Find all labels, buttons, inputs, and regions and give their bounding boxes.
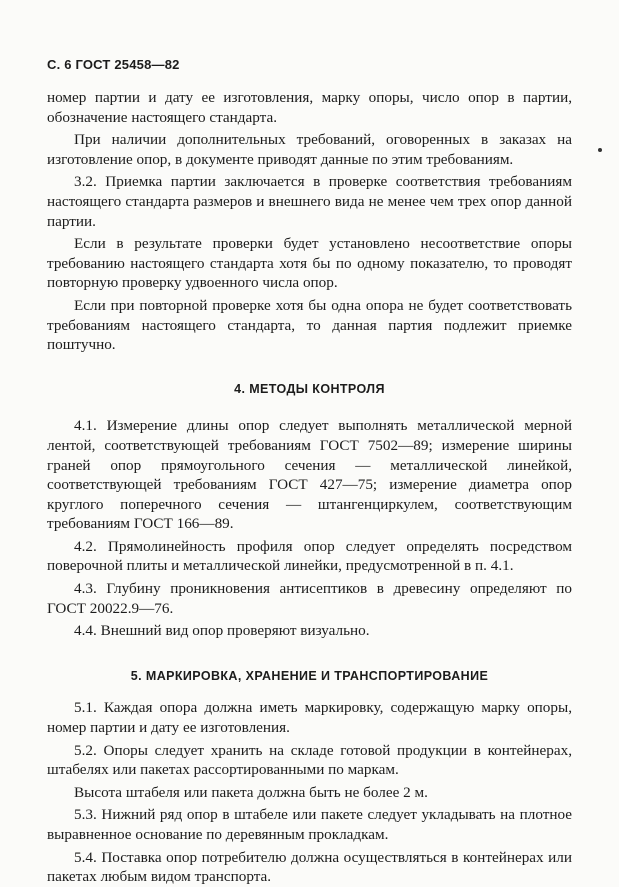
paragraph: 4.3. Глубину проникновения антисептиков в древесину определяют по ГОСТ 20022.9—76. bbox=[47, 580, 572, 617]
paragraph: 4.4. Внешний вид опор проверяют визуально. bbox=[74, 622, 370, 640]
paragraph: Если в результате проверки будет установлено несоответствие опоры требованию настоящего стандарта хотя бы по одному показателю, то проводят повторную проверку удвоенного числа опор. bbox=[47, 235, 572, 292]
section-heading: 5. МАРКИРОВКА, ХРАНЕНИЕ И ТРАНСПОРТИРОВАНИЕ bbox=[130, 668, 489, 683]
paragraph: 5.2. Опоры следует хранить на складе готовой продукции в контейнерах, штабелях или пакетах рассортированными по маркам. bbox=[47, 741, 572, 779]
section-heading: 4. МЕТОДЫ КОНТРОЛЯ bbox=[234, 381, 385, 396]
paragraph: Высота штабеля или пакета должна быть не более 2 м. bbox=[74, 783, 428, 801]
paragraph: 4.2. Прямолинейность профиля опор следует определять посредством поверочной плиты и металлической линейки, предусмотренной в п. 4.1. bbox=[47, 537, 572, 575]
paragraph: 5.1. Каждая опора должна иметь маркировку, содержащую марку опоры, номер партии и дату ее изготовления. bbox=[47, 699, 572, 737]
paragraph: 5.4. Поставка опор потребителю должна осуществляться в контейнерах или пакетах любым видом транспорта. bbox=[47, 848, 572, 886]
paragraph: Если при повторной проверке хотя бы одна опора не будет соответствовать требованиям настоящего стандарта, то данная партия подлежит приемке поштучно. bbox=[47, 296, 572, 354]
scan-speck bbox=[598, 148, 602, 152]
document-body bbox=[47, 88, 572, 887]
paragraph: 5.3. Нижний ряд опор в штабеле или пакете следует укладывать на плотное выравненное основание по деревянным прокладкам. bbox=[47, 806, 572, 843]
paragraph: номер партии и дату ее изготовления, марку опоры, число опор в партии, обозначение настоящего стандарта. bbox=[47, 89, 572, 126]
paragraph: 4.1. Измерение длины опор следует выполнять металлической мерной лентой, соответствующей требованиям ГОСТ 7502—89; измерение ширины граней опор прямоугольного сечения — металлической линейкой, соответствующей требованиям ГОСТ 427—75; измерение диаметра опор круглого поперечного сечения — штангенциркулем, соответствующим требованиям ГОСТ 166—89. bbox=[47, 417, 572, 533]
paragraph: 3.2. Приемка партии заключается в проверке соответствия требованиям настоящего стандарта размеров и внешнего вида не менее чем трех опор данной партии. bbox=[47, 173, 572, 230]
page-header: С. 6 ГОСТ 25458—82 bbox=[47, 57, 180, 72]
paragraph: При наличии дополнительных требований, оговоренных в заказах на изготовление опор, в документе приводят данные по этим требованиям. bbox=[47, 131, 572, 168]
